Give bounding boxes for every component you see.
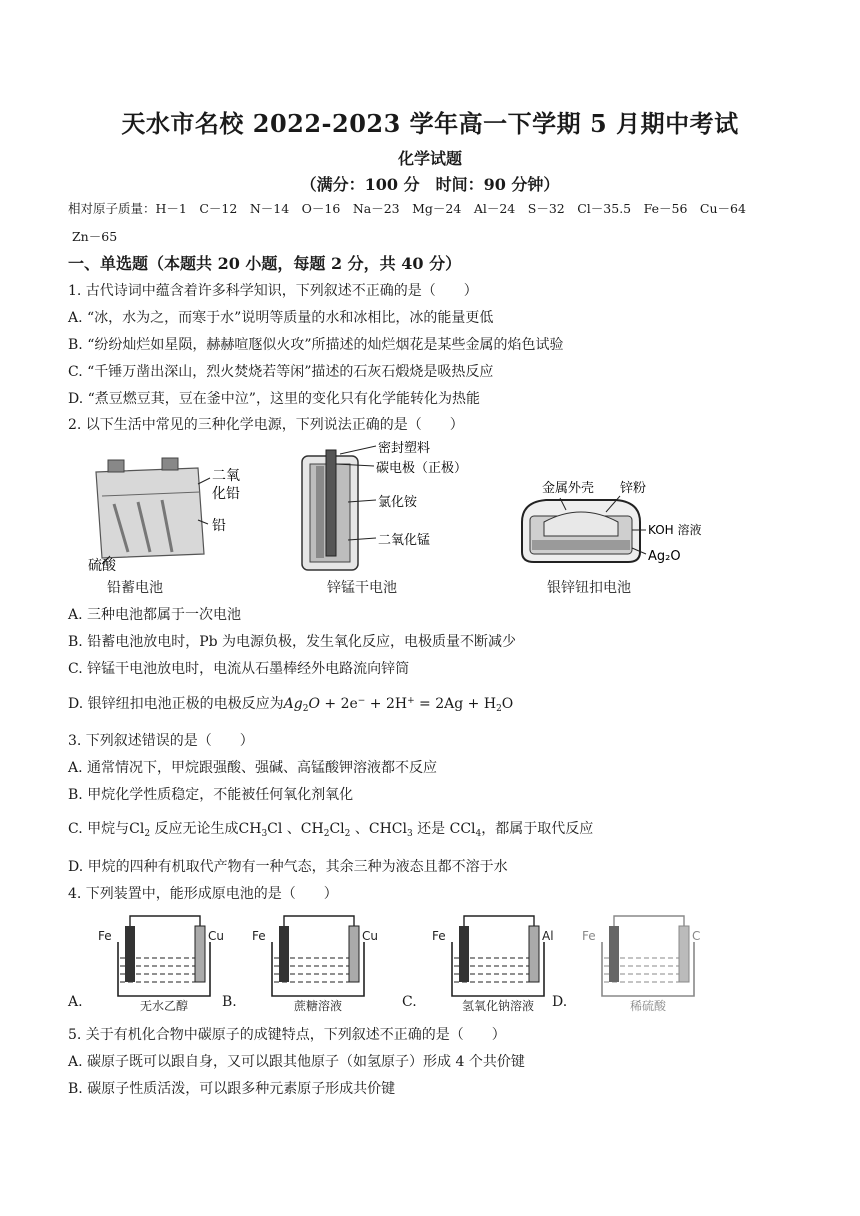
q2-option-d: D. 银锌纽扣电池正极的电极反应为$Ag_2O + 2e^- + 2H^+ = 2Ag + H_2O$ <box>68 696 514 714</box>
q1-option-a: A. “冰，水为之，而寒于水”说明等质量的水和冰相比，冰的能量更低 <box>68 310 494 326</box>
button-cell-figure <box>516 478 702 574</box>
dry-cell-label-carbon: 碳电极（正极） <box>376 461 468 476</box>
q2-option-d-text: D. 银锌纽扣电池正极的电极反应为 <box>68 696 284 712</box>
subject-title: 化学试题 <box>397 149 462 168</box>
button-cell-label-koh: KOH 溶液 <box>648 523 702 537</box>
lead-acid-label-acid: 硫酸 <box>88 558 116 574</box>
q4-solution-label: 蔗糖溶液 <box>293 999 343 1013</box>
q3-option-c: C. 甲烷与$Cl_2$ 反应无论生成$CH_3Cl$ 、$CH_2Cl_2$ 、CHCl$_3$ 还是 CCl$_4$，都属于取代反应 <box>68 821 594 839</box>
lead-acid-label-pb: 铅 <box>212 518 226 534</box>
q2-option-a: A. 三种电池都属于一次电池 <box>68 607 242 623</box>
exam-meta: （满分：100 分 时间：90 分钟） <box>300 175 560 194</box>
q4-apparatus <box>96 912 236 1012</box>
section-heading: 一、单选题（本题共 20 小题，每题 2 分，共 40 分） <box>68 254 462 273</box>
q1-option-c: C. “千锤万凿出深山，烈火焚烧若等闲”描述的石灰石煅烧是吸热反应 <box>68 364 494 380</box>
q4-option-letter: D. <box>552 994 568 1010</box>
lead-acid-caption: 铅蓄电池 <box>107 580 163 596</box>
q4-option-letter: C. <box>402 994 417 1010</box>
q4-option-letter: B. <box>222 994 237 1010</box>
q3-option-d: D. 甲烷的四种有机取代产物有一种气态，其余三种为液态且都不溶于水 <box>68 859 508 875</box>
q4-left-electrode-label: Fe <box>252 929 266 943</box>
q4-right-electrode-label: Al <box>542 929 554 943</box>
q4-right-electrode-label: C <box>692 929 701 943</box>
q4-left-electrode-label: Fe <box>432 929 446 943</box>
lead-acid-battery-figure <box>88 456 258 574</box>
q2-option-c: C. 锌锰干电池放电时，电流从石墨棒经外电路流向锌筒 <box>68 661 410 677</box>
q1-option-d: D. “煮豆燃豆萁，豆在釜中泣”，这里的变化只有化学能转化为热能 <box>68 391 480 407</box>
q4-right-electrode-label: Cu <box>208 929 224 943</box>
q4-left-electrode-label: Fe <box>582 929 596 943</box>
dry-cell-figure <box>292 441 468 576</box>
q3-option-a: A. 通常情况下，甲烷跟强酸、强碱、高锰酸钾溶液都不反应 <box>68 760 438 776</box>
dry-cell-label-seal: 密封塑料 <box>378 441 431 456</box>
q4-apparatus <box>250 912 390 1012</box>
dry-cell-label-nh4cl: 氯化铵 <box>378 495 418 510</box>
q1-option-b: B. “纷纷灿烂如星陨，赫赫喧豗似火攻”所描述的灿烂烟花是某些金属的焰色试验 <box>68 337 564 353</box>
q3-stem: 3. 下列叙述错误的是（ ） <box>68 733 254 749</box>
q5-option-b: B. 碳原子性质活泼，可以跟多种元素原子形成共价键 <box>68 1081 396 1097</box>
button-cell-caption: 银锌钮扣电池 <box>547 580 631 596</box>
q4-solution-label: 无水乙醇 <box>139 999 189 1013</box>
q3-option-c-mid: 反应无论生成 <box>154 821 239 837</box>
dry-cell-label-mno2: 二氧化锰 <box>378 533 431 548</box>
q4-stem: 4. 下列装置中，能形成原电池的是（ ） <box>68 886 338 902</box>
q2-stem: 2. 以下生活中常见的三种化学电源，下列说法正确的是（ ） <box>68 417 464 433</box>
atomic-masses-line2: Zn－65 <box>72 229 118 244</box>
dry-cell-caption: 锌锰干电池 <box>327 580 397 596</box>
button-cell-label-ag2o: Ag₂O <box>648 549 681 564</box>
atomic-masses-line1: 相对原子质量：H－1 C－12 N－14 O－16 Na－23 Mg－24 Al－24 S－32 Cl－35.5 Fe－56 Cu－64 <box>68 201 746 216</box>
q5-option-a: A. 碳原子既可以跟自身，又可以跟其他原子（如氢原子）形成 4 个共价键 <box>68 1054 525 1070</box>
q5-stem: 5. 关于有机化合物中碳原子的成键特点，下列叙述不正确的是（ ） <box>68 1027 506 1043</box>
q4-apparatus <box>430 912 570 1012</box>
q4-solution-label: 稀硫酸 <box>629 999 667 1013</box>
button-cell-label-shell: 金属外壳 <box>542 481 595 496</box>
lead-acid-label-pbo2-2: 化铅 <box>212 486 240 502</box>
q4-right-electrode-label: Cu <box>362 929 378 943</box>
q3-option-b: B. 甲烷化学性质稳定，不能被任何氧化剂氧化 <box>68 787 354 803</box>
q4-option-letter: A. <box>68 994 83 1010</box>
button-cell-label-zn: 锌粉 <box>620 481 647 496</box>
q2-option-b: B. 铅蓄电池放电时，Pb 为电源负极，发生氧化反应，电极质量不断减少 <box>68 634 517 650</box>
exam-title: 天水市名校 2022-2023 学年高一下学期 5 月期中考试 <box>121 109 739 138</box>
q4-apparatus <box>580 912 720 1012</box>
q3-option-c-suffix: ，都属于取代反应 <box>481 821 594 837</box>
lead-acid-label-pbo2-1: 二氧 <box>212 468 240 484</box>
q3-option-c-prefix: C. 甲烷与 <box>68 821 130 837</box>
q1-stem: 1. 古代诗词中蕴含着许多科学知识，下列叙述不正确的是（ ） <box>68 283 478 299</box>
q4-solution-label: 氢氧化钠溶液 <box>461 999 535 1013</box>
q4-left-electrode-label: Fe <box>98 929 112 943</box>
